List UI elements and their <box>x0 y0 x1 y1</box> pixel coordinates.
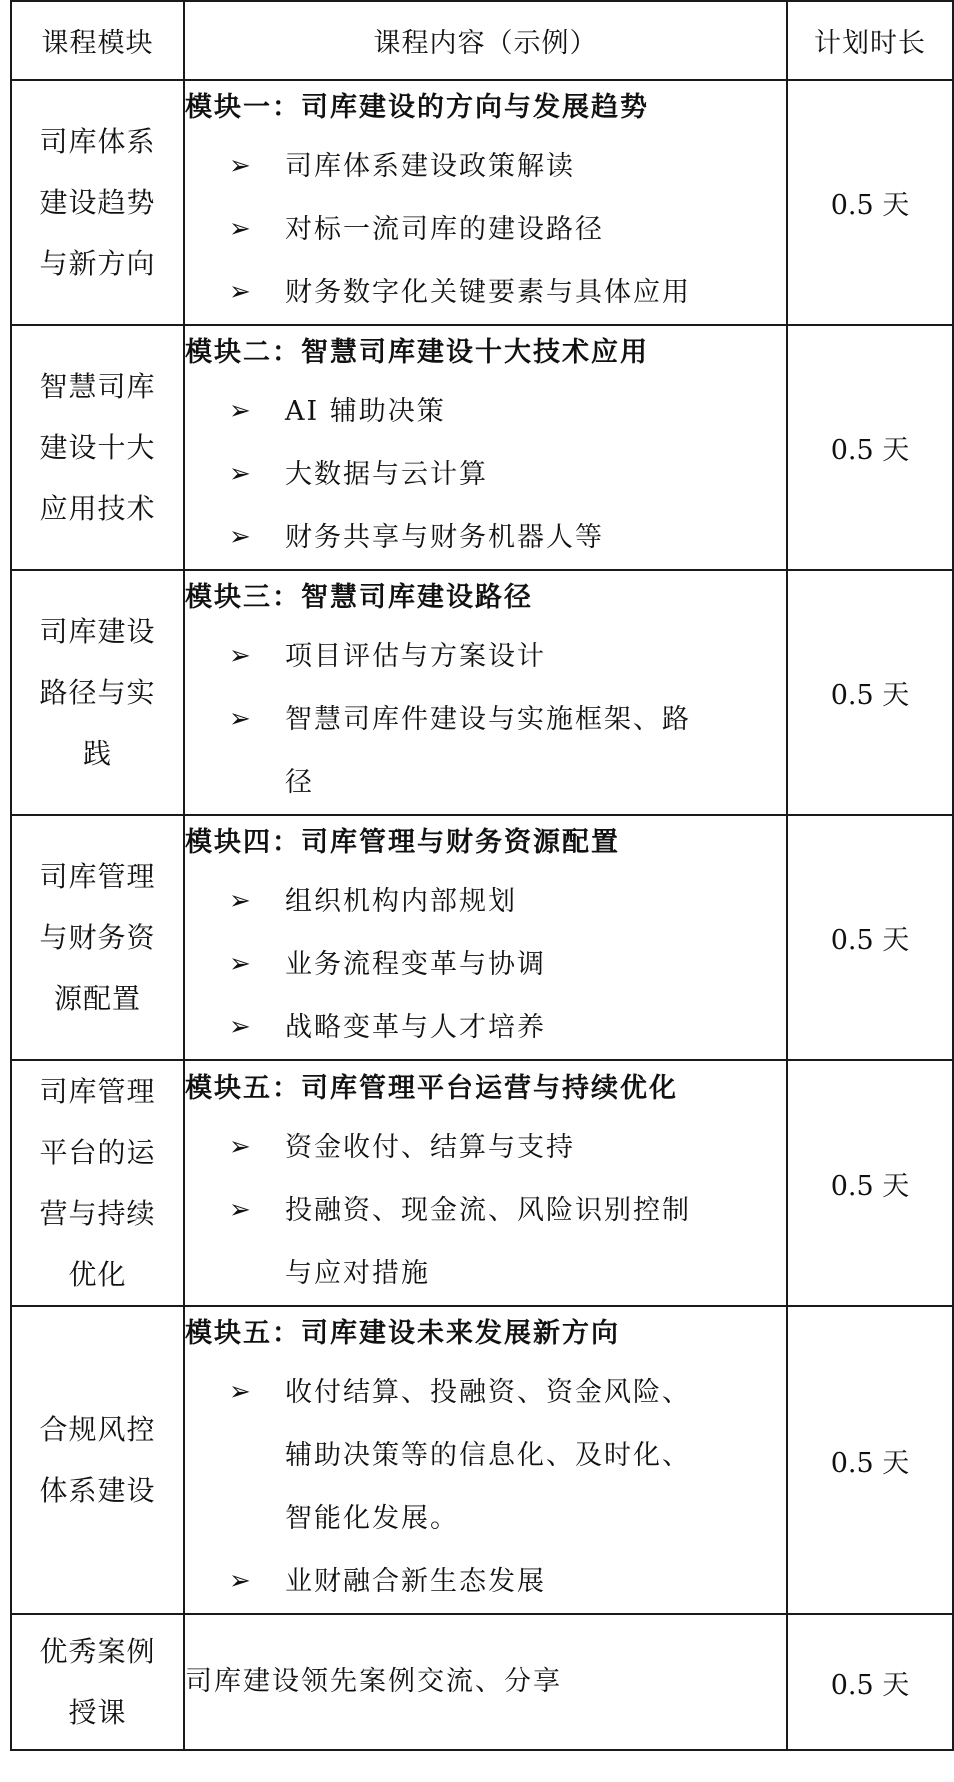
module-name-line: 建设趋势 <box>39 186 156 219</box>
module-title: 模块一：司库建设的方向与发展趋势 <box>185 92 649 123</box>
table-row <box>11 1306 953 1614</box>
content-points-list <box>185 870 786 1059</box>
module-name-line: 优化 <box>68 1258 127 1291</box>
module-name-line: 司库建设 <box>39 615 156 648</box>
list-item <box>185 506 786 569</box>
point-text: 投融资、现金流、风险识别控制与应对措施 <box>285 1194 691 1289</box>
arrow-bullet-icon: ➢ <box>229 1194 253 1225</box>
point-text: 司库体系建设政策解读 <box>285 151 575 182</box>
module-name-cell <box>11 80 184 325</box>
table-row <box>11 570 953 815</box>
table-row <box>11 1614 953 1750</box>
duration-cell: 0.5 天 <box>787 80 953 325</box>
module-name-line: 与财务资 <box>39 921 156 954</box>
list-item <box>185 1361 786 1550</box>
list-item <box>185 135 786 198</box>
duration-cell: 0.5 天 <box>787 1306 953 1614</box>
list-item <box>185 380 786 443</box>
module-title: 模块三：智慧司库建设路径 <box>185 582 533 613</box>
arrow-bullet-icon: ➢ <box>229 1131 253 1162</box>
module-name-line: 源配置 <box>53 982 141 1015</box>
point-text: 项目评估与方案设计 <box>285 641 546 672</box>
duration-cell: 0.5 天 <box>787 570 953 815</box>
content-points-list <box>185 135 786 324</box>
module-content-cell <box>184 1306 787 1614</box>
module-name-cell <box>11 1306 184 1614</box>
module-content-cell <box>184 80 787 325</box>
module-name-line: 司库管理 <box>39 1075 156 1108</box>
table-row <box>11 1060 953 1306</box>
module-name-cell <box>11 1060 184 1306</box>
list-item <box>185 443 786 506</box>
module-name-line: 与新方向 <box>39 247 156 280</box>
module-name-cell <box>11 1614 184 1750</box>
arrow-bullet-icon: ➢ <box>229 151 253 181</box>
course-schedule-table <box>10 0 954 1751</box>
point-text: 财务数字化关键要素与具体应用 <box>285 277 691 308</box>
point-text: 对标一流司库的建设路径 <box>285 214 604 245</box>
module-name-line: 路径与实 <box>39 676 156 709</box>
module-content-cell <box>184 570 787 815</box>
module-name-line: 司库管理 <box>39 860 156 893</box>
module-name-line: 体系建设 <box>39 1474 156 1507</box>
module-title: 模块五：司库建设未来发展新方向 <box>185 1318 620 1349</box>
module-title: 模块五：司库管理平台运营与持续优化 <box>185 1072 678 1104</box>
arrow-bullet-icon: ➢ <box>229 641 253 671</box>
list-item <box>185 198 786 261</box>
arrow-bullet-icon: ➢ <box>229 459 253 489</box>
module-name-line: 应用技术 <box>39 492 156 525</box>
module-name-line: 建设十大 <box>39 431 156 464</box>
list-item <box>185 996 786 1059</box>
module-name-cell <box>11 325 184 570</box>
point-text: 业财融合新生态发展 <box>285 1566 546 1597</box>
point-text: 组织机构内部规划 <box>285 886 517 917</box>
point-text: 资金收付、结算与支持 <box>285 1131 575 1163</box>
arrow-bullet-icon: ➢ <box>229 704 253 734</box>
duration-cell: 0.5 天 <box>787 815 953 1060</box>
module-name-line: 合规风控 <box>39 1413 156 1446</box>
list-item <box>185 625 786 688</box>
duration-cell: 0.5 天 <box>787 325 953 570</box>
arrow-bullet-icon: ➢ <box>229 1377 253 1407</box>
duration-cell: 0.5 天 <box>787 1060 953 1306</box>
module-name-line: 践 <box>82 737 112 770</box>
arrow-bullet-icon: ➢ <box>229 949 253 979</box>
module-name-line: 授课 <box>68 1696 127 1729</box>
list-item <box>185 1550 786 1613</box>
module-name-line: 司库体系 <box>39 125 156 158</box>
module-name-cell <box>11 815 184 1060</box>
list-item <box>185 870 786 933</box>
header-row <box>11 1 953 80</box>
arrow-bullet-icon: ➢ <box>229 396 253 426</box>
module-name-line: 优秀案例 <box>39 1635 156 1668</box>
module-title: 模块二：智慧司库建设十大技术应用 <box>185 337 649 368</box>
module-name-line: 营与持续 <box>39 1197 156 1230</box>
point-text: AI 辅助决策 <box>285 396 446 427</box>
list-item <box>185 933 786 996</box>
table-row <box>11 325 953 570</box>
content-text: 司库建设领先案例交流、分享 <box>185 1666 562 1697</box>
list-item <box>185 1116 786 1179</box>
header-module: 课程模块 <box>11 1 184 80</box>
point-text: 收付结算、投融资、资金风险、辅助决策等的信息化、及时化、智能化发展。 <box>285 1377 691 1534</box>
header-duration: 计划时长 <box>787 1 953 80</box>
arrow-bullet-icon: ➢ <box>229 522 253 552</box>
point-text: 大数据与云计算 <box>285 459 488 490</box>
module-name-line: 智慧司库 <box>39 370 156 403</box>
point-text: 智慧司库件建设与实施框架、路径 <box>285 704 691 798</box>
content-points-list <box>185 625 786 814</box>
table-row <box>11 815 953 1060</box>
content-points-list <box>185 1116 786 1305</box>
arrow-bullet-icon: ➢ <box>229 1566 253 1596</box>
point-text: 财务共享与财务机器人等 <box>285 522 604 553</box>
list-item <box>185 688 786 814</box>
header-content: 课程内容（示例） <box>184 1 787 80</box>
module-title: 模块四：司库管理与财务资源配置 <box>185 827 620 858</box>
content-points-list <box>185 380 786 569</box>
module-name-cell <box>11 570 184 815</box>
module-name-line: 平台的运 <box>39 1136 156 1169</box>
module-content-cell <box>184 1060 787 1306</box>
point-text: 业务流程变革与协调 <box>285 949 546 980</box>
arrow-bullet-icon: ➢ <box>229 277 253 307</box>
content-points-list <box>185 1361 786 1613</box>
arrow-bullet-icon: ➢ <box>229 886 253 916</box>
list-item <box>185 261 786 324</box>
arrow-bullet-icon: ➢ <box>229 214 253 244</box>
module-content-cell <box>184 815 787 1060</box>
duration-cell: 0.5 天 <box>787 1614 953 1750</box>
point-text: 战略变革与人才培养 <box>285 1012 546 1043</box>
module-content-cell <box>184 325 787 570</box>
list-item <box>185 1179 786 1305</box>
table-row <box>11 80 953 325</box>
arrow-bullet-icon: ➢ <box>229 1012 253 1042</box>
module-content-cell <box>184 1614 787 1750</box>
